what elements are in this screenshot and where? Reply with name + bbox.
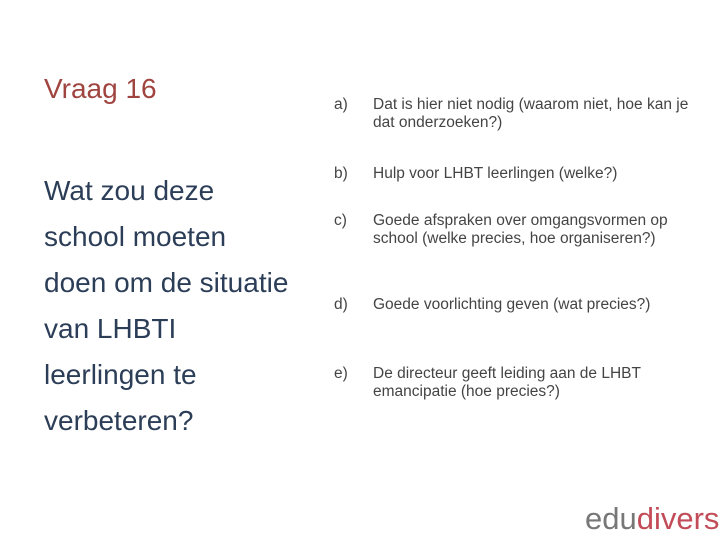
option-text: De directeur geeft leiding aan de LHBT emancipatie (hoe precies?) [373, 365, 641, 400]
question-text: Wat zou deze school moeten doen om de situatie van LHBTI leerlingen te verbeteren? [44, 175, 289, 436]
option-text: Goede voorlichting geven (wat precies?) [373, 296, 651, 313]
option-text: Goede afspraken over omgangsvormen op school (welke precies, hoe organiseren?) [373, 212, 668, 247]
option-b [334, 165, 694, 183]
logo-divers-part: divers [636, 501, 720, 536]
option-text: Dat is hier niet nodig (waarom niet, hoe kan je dat onderzoeken?) [373, 96, 689, 131]
option-letter: c) [334, 212, 347, 229]
option-letter: e) [334, 365, 348, 382]
slide-title: Vraag 16 [44, 73, 157, 104]
edudivers-logo [585, 502, 719, 536]
option-letter: a) [334, 96, 348, 113]
option-d [334, 296, 694, 314]
option-text: Hulp voor LHBT leerlingen (welke?) [373, 165, 618, 182]
logo-edu-part: edu [585, 501, 637, 536]
option-letter: d) [334, 296, 348, 313]
option-a [334, 96, 694, 132]
option-c [334, 212, 694, 248]
option-letter: b) [334, 165, 348, 182]
option-e [334, 365, 694, 401]
